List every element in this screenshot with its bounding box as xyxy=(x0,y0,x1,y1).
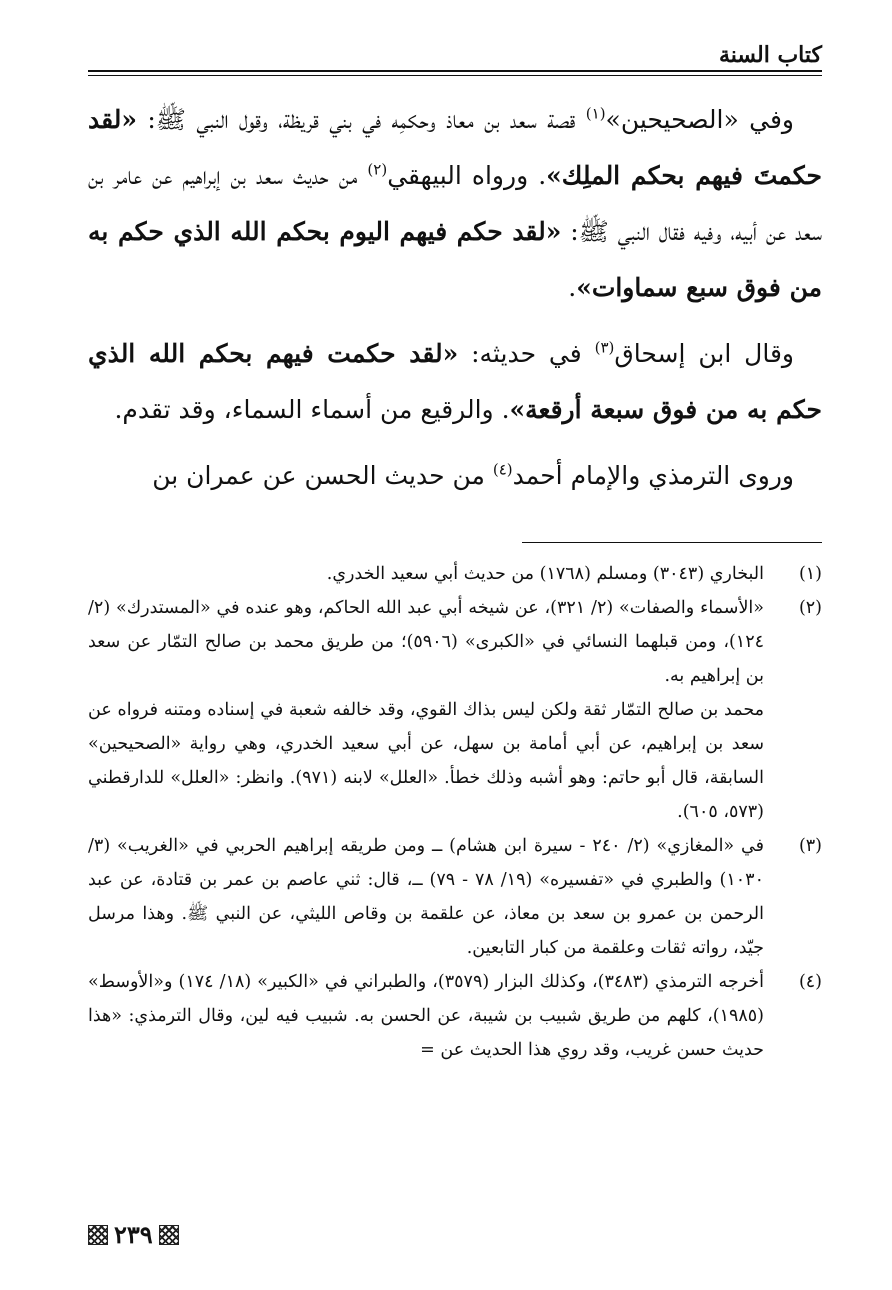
text-run: قصة سعد بن معاذ وحكمِه في بني قريظة، وقول النبي ﷺ: xyxy=(137,105,586,134)
footnote-2 xyxy=(88,591,822,829)
running-title: كتاب السنة xyxy=(718,42,822,68)
page-number-text: ٢٣٩ xyxy=(114,1220,153,1249)
ornament-icon xyxy=(159,1225,179,1245)
text-run: من حديث سعد بن إبراهيم عن عامر بن سعد عن أبيه، وفيه فقال النبي ﷺ: xyxy=(88,161,822,246)
text-run: . xyxy=(568,273,577,302)
book-page xyxy=(88,40,822,1250)
text-run: وفي «الصحيحين» xyxy=(605,105,794,134)
paragraph-3 xyxy=(88,448,822,504)
header-rule xyxy=(88,70,822,76)
footnote-ref-2: (٢) xyxy=(367,160,388,179)
footnote-1 xyxy=(88,557,822,591)
footnote-number: (٣) xyxy=(798,836,822,856)
footnote-ref-4: (٤) xyxy=(492,460,513,479)
footnote-number: (١) xyxy=(798,564,822,584)
footnote-ref-3: (٣) xyxy=(594,338,615,357)
paragraph-2 xyxy=(88,326,822,438)
main-text xyxy=(88,92,822,504)
ornament-icon xyxy=(88,1225,108,1245)
hadith-quote: «لقد حكم فيهم اليوم بحكم الله الذي حكم به من فوق سبع سماوات» xyxy=(88,217,822,302)
text-run: من حديث الحسن عن عمران بن xyxy=(152,461,493,490)
page-number xyxy=(88,1220,179,1250)
footnote-text: أخرجه الترمذي (٣٤٨٣)، وكذلك البزار (٣٥٧٩)، والطبراني في «الكبير» (١٨/ ١٧٤) و«الأوسط» (١٩٨٥)، كلهم من طريق شبيب بن شيبة، عن الحسن به. شبيب فيه لين، وقال الترمذي: «هذا حديث حسن غريب، وقد روي هذا الحديث عن = xyxy=(88,972,764,1060)
text-run: وقال ابن إسحاق xyxy=(614,339,794,368)
footnote-ref-1: (١) xyxy=(585,104,606,123)
hadith-quote: «لقد حكمت فيهم بحكم الله الذي حكم به من فوق سبعة أرقعة» xyxy=(88,339,822,424)
footnote-3 xyxy=(88,829,822,965)
footnote-text: في «المغازي» (٢/ ٢٤٠ - سيرة ابن هشام) ــ ومن طريقه إبراهيم الحربي في «الغريب» (٣/ ١٠٣٠) والطبري في «تفسيره» (١٩/ ٧٨ - ٧٩) ــ، قال: ثني عاصم بن عمر بن قتادة، عن عبد الرحمن بن عمرو بن سعد بن معاذ، عن علقمة بن وقاص الليثي، عن النبي ﷺ. وهذا مرسل جيّد، رواته ثقات وعلقمة من كبار التابعين. xyxy=(88,836,764,958)
text-run: وروى الترمذي والإمام أحمد xyxy=(512,461,794,490)
text-run: . والرقيع من أسماء السماء، وقد تقدم. xyxy=(114,395,510,424)
footnote-4 xyxy=(88,965,822,1067)
footnote-text: البخاري (٣٠٤٣) ومسلم (١٧٦٨) من حديث أبي سعيد الخدري. xyxy=(326,564,764,584)
hadith-quote: «لقد حكمتَ فيهم بحكم الملِك» xyxy=(88,105,822,190)
footnote-text: محمد بن صالح التمّار ثقة ولكن ليس بذاك القوي، وقد خالفه شعبة في إسناده ومتنه فرواه عن سعد بن إبراهيم، عن أبي أمامة بن سهل، عن أبي سعيد الخدري، وهي رواية «الصحيحين» السابقة، قال أبو حاتم: وهو أشبه وذلك خطأ. «العلل» لابنه (٩٧١). وانظر: «العلل» للدارقطني (٥٧٣، ٦٠٥). xyxy=(88,700,764,822)
footnote-number: (٢) xyxy=(798,598,822,618)
footnotes xyxy=(88,557,822,1067)
footnote-text: «الأسماء والصفات» (٢/ ٣٢١)، عن شيخه أبي عبد الله الحاكم، وهو عنده في «المستدرك» (٢/ ١٢٤)، ومن قبلهما النسائي في «الكبرى» (٥٩٠٦)؛ من طريق محمد بن صالح التمّار عن سعد بن إبراهيم به. xyxy=(88,598,764,686)
footnote-separator xyxy=(522,542,822,543)
running-header xyxy=(88,40,822,70)
text-run: . ورواه البيهقي xyxy=(387,161,547,190)
paragraph-1 xyxy=(88,92,822,316)
footnote-number: (٤) xyxy=(798,972,822,992)
text-run: في حديثه: xyxy=(458,339,595,368)
